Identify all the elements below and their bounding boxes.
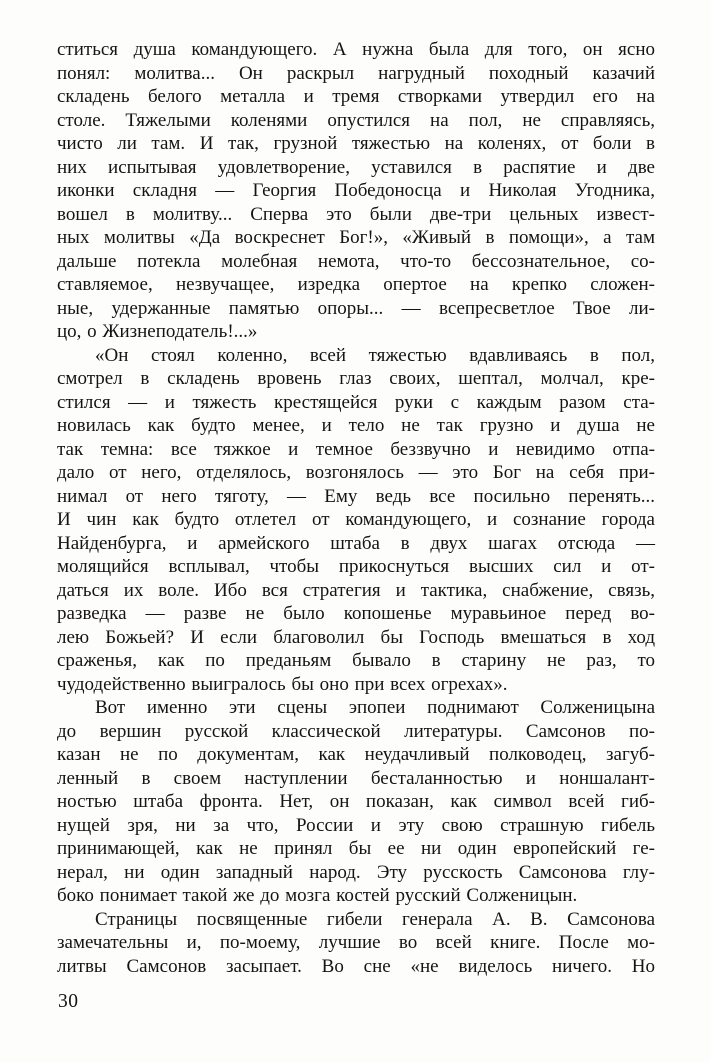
text-line: замечательны и, по-моему, лучшие во всей книге. После мо- [57,932,655,953]
text-line: принимающей, как не принял бы ее ни один европейский ге- [57,838,655,859]
text-line: даться их воле. Ибо вся стратегия и тактика, снабжение, связь, [57,579,655,601]
text-line: них испытывая удовлетворение, уставился в распятие и две [57,156,655,178]
text-line: ные, удержанные памятью опоры... — всепресветлое Твое ли- [57,297,655,319]
text-line: казан не по документам, как неудачливый полководец, загуб- [57,744,655,765]
text-line: нимал от него тяготу, — Ему ведь все посильно перенять... [57,485,655,507]
text-line: молящийся всплывал, чтобы прикоснуться высших сил и от- [57,556,655,577]
text-line: новилась как будто менее, и тело не так грузно и душа не [57,415,655,436]
page-number: 30 [58,991,79,1012]
text-line: вошел в молитву... Сперва это были две-три цельных извест- [57,203,655,225]
text-line: чудодейственно выигралось бы оно при всех огрехах». [57,673,508,695]
text-line: столе. Тяжелыми коленями опустился на пол, не справляясь, [57,109,655,131]
text-line: до вершин русской классической литературы. Самсонов по- [57,720,655,742]
text-line: ститься душа командующего. А нужна была для того, он ясно [57,39,655,60]
text-line: складень белого металла и тремя створками утвердил его на [57,86,655,107]
text-line: цо, о Жизнеподатель!...» [57,321,258,342]
text-line: сраженья, как по преданьям бывало в старину не раз, то [57,650,655,671]
text-line: боко понимает такой же до мозга костей русский Солженицын. [57,885,578,906]
text-line: дало от него, отделялось, возгонялось — это Бог на себя при- [57,462,655,483]
text-line: Найденбурга, и армейского штаба в двух шагах отсюда — [57,532,655,554]
text-line: дальше потекла молебная немота, что-то бессознательное, со- [57,250,655,272]
text-line: ленный в своем наступлении бесталанностью и ноншалант- [57,767,655,789]
text-line: Страницы посвященные гибели генерала А. В. Самсонова [95,908,655,930]
text-line: чисто ли там. И так, грузной тяжестью на коленях, от боли в [57,133,655,154]
text-line: смотрел в складень вровень глаз своих, шептал, молчал, кре- [57,368,655,389]
text-line: понял: молитва... Он раскрыл нагрудный походный казачий [57,62,655,84]
text-line: И чин как будто отлетел от командующего, и сознание города [57,509,655,530]
text-line: стился — и тяжесть крестящейся руки с каждым разом ста- [57,391,655,413]
page-text [57,38,655,978]
text-line: нущей зря, ни за что, России и эту свою страшную гибель [57,814,655,836]
text-line: нерал, ни один западный народ. Эту русскость Самсонова глу- [57,861,655,883]
text-line: ных молитвы «Да воскреснет Бог!», «Живый в помощи», а там [57,227,655,248]
text-line: Вот именно эти сцены эпопеи поднимают Солженицына [95,697,655,718]
text-line: разведка — разве не было копошенье муравьиное перед во- [57,603,655,624]
text-line: ностью штаба фронта. Нет, он показан, как символ всей гиб- [57,791,655,812]
text-line: ставляемое, незвучащее, изредка опертое на крепко сложен- [57,274,655,295]
text-line: литвы Самсонов засыпает. Во сне «не виделось ничего. Но [57,955,655,977]
text-line: иконки складня — Георгия Победоносца и Николая Угодника, [57,180,655,201]
text-line: лею Божьей? И если благоволил бы Господь вмешаться в ход [57,626,655,648]
text-line: так темна: все тяжкое и темное беззвучно и невидимо отпа- [57,438,655,460]
text-line: «Он стоял коленно, всей тяжестью вдавливаясь в пол, [95,344,655,366]
